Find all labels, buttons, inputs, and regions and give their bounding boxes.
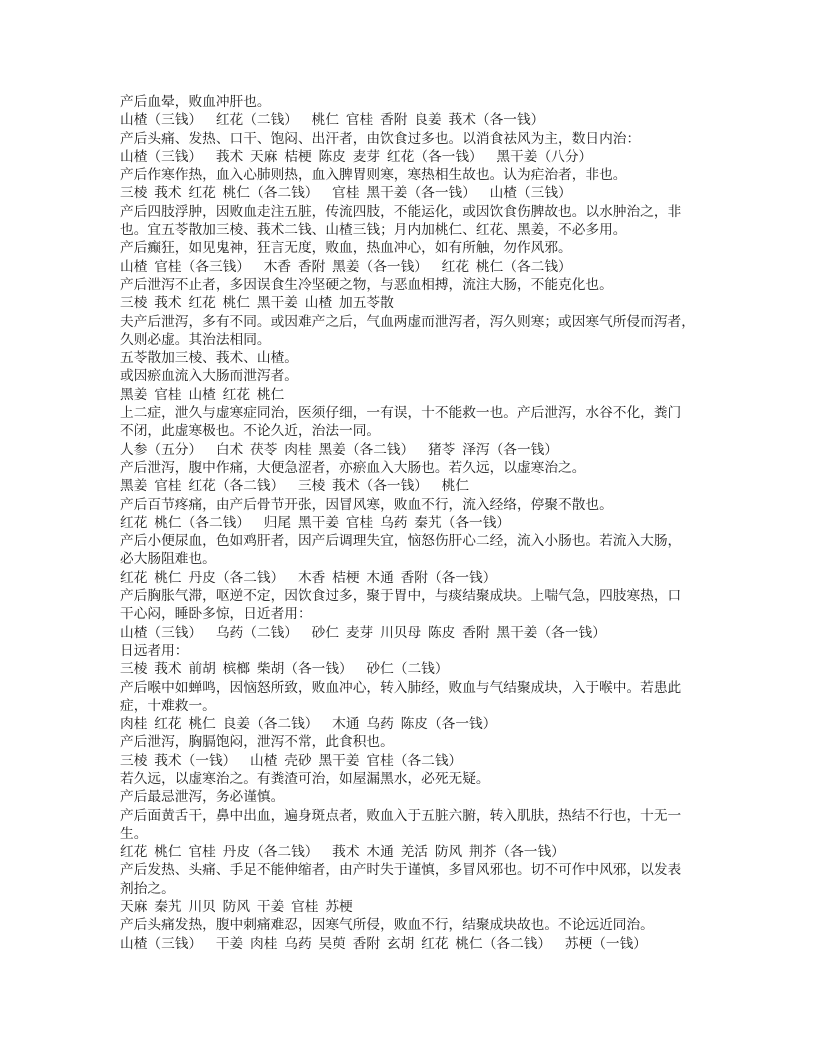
text-line: 产后四肢浮肿，因败血走注五脏，传流四肢，不能运化，或因饮食伤脾故也。以水肿治之，非	[120, 203, 682, 219]
text-line: 必大肠阻难也。	[120, 551, 216, 567]
text-line: 产后面黄舌干，鼻中出血，遍身斑点者，败血入于五脏六腑，转入肌肤，热结不行也，十无一	[120, 807, 682, 823]
text-line: 产后癫狂，如见鬼神，狂言无度，败血，热血冲心，如有所触，勿作风邪。	[120, 240, 572, 256]
text-line: 山楂 官桂（各三钱） 木香 香附 黑姜（各一钱） 红花 桃仁（各二钱）	[120, 258, 572, 274]
text-line: 三棱 莪术 前胡 槟榔 柴胡（各一钱） 砂仁（二钱）	[120, 661, 449, 677]
text-line: 剂抬之。	[120, 880, 175, 896]
text-line: 产后泄泻，胸膈饱闷，泄泻不常，此食积也。	[120, 734, 394, 750]
text-line: 天麻 秦艽 川贝 防风 干姜 官桂 苏梗	[120, 899, 353, 915]
text-line: 生。	[120, 825, 148, 841]
text-line: 山楂（三钱） 乌药（二钱） 砂仁 麦芽 川贝母 陈皮 香附 黑干姜（各一钱）	[120, 624, 606, 640]
text-line: 山楂（三钱） 红花（二钱） 桃仁 官桂 香附 良姜 莪术（各一钱）	[120, 112, 545, 128]
text-line: 产后头痛、发热、口干、饱闷、出汗者，由饮食过多也。以消食祛风为主，数日内治：	[120, 130, 641, 146]
text-line: 黑姜 官桂 红花（各二钱） 三棱 莪术（各一钱） 桃仁	[120, 478, 470, 494]
text-line: 三棱 莪术 红花 桃仁 黑干姜 山楂 加五苓散	[120, 295, 394, 311]
text-line: 产后作寒作热，血入心肺则热，血入脾胃则寒，寒热相生故也。认为疟治者，非也。	[120, 167, 627, 183]
text-line: 或因瘀血流入大肠而泄泻者。	[120, 368, 298, 384]
text-line: 干心闷，睡卧多惊，日近者用：	[120, 606, 312, 622]
text-line: 三棱 莪术（一钱） 山楂 壳砂 黑干姜 官桂（各二钱）	[120, 752, 463, 768]
text-line: 红花 桃仁 官桂 丹皮（各二钱） 莪术 木通 羌活 防风 荆芥（各一钱）	[120, 844, 565, 860]
text-line: 若久远，以虚寒治之。有粪渣可治，如屋漏黑水，必死无疑。	[120, 770, 490, 786]
text-line: 肉桂 红花 桃仁 良姜（各二钱） 木通 乌药 陈皮（各一钱）	[120, 716, 497, 732]
text-line: 人参（五分） 白术 茯苓 肉桂 黑姜（各二钱） 猪苓 泽泻（各一钱）	[120, 441, 559, 457]
text-line: 夫产后泄泻，多有不同。或因难产之后，气血两虚而泄泻者，泻久则寒；或因寒气所侵而泻者，	[120, 313, 695, 329]
text-line: 产后喉中如蝉鸣，因恼怒所致，败血冲心，转入肺经，败血与气结聚成块，入于喉中。若患此	[120, 679, 682, 695]
text-line: 产后血晕，败血冲肝也。	[120, 94, 271, 109]
text-line: 产后胸胀气滞，呕逆不定，因饮食过多，聚于胃中，与痰结聚成块。上喘气急，四肢寒热，口	[120, 588, 682, 604]
text-line: 上二症，泄久与虚寒症同治，医须仔细，一有误，十不能救一也。产后泄泻，水谷不化，粪门	[120, 405, 682, 421]
text-line: 产后泄泻，腹中作痛，大便急涩者，亦瘀血入大肠也。若久远，以虚寒治之。	[120, 459, 586, 475]
text-line: 黑姜 官桂 山楂 红花 桃仁	[120, 386, 285, 402]
text-line: 山楂（三钱） 莪术 天麻 桔梗 陈皮 麦芽 红花（各一钱） 黑干姜（八分）	[120, 148, 593, 164]
text-line: 红花 桃仁（各二钱） 归尾 黑干姜 官桂 乌药 秦艽（各一钱）	[120, 514, 511, 530]
text-line: 日远者用：	[120, 642, 189, 658]
text-line: 产后头痛发热，腹中刺痛难忍，因寒气所侵，败血不行，结聚成块故也。不论远近同治。	[120, 917, 654, 933]
text-line: 久则必虚。其治法相同。	[120, 331, 271, 347]
text-line: 产后发热、头痛、手足不能伸缩者，由产时失于谨慎，多冒风邪也。切不可作中风邪，以发表	[120, 862, 682, 878]
text-line: 三棱 莪术 红花 桃仁（各二钱） 官桂 黑干姜（各一钱） 山楂（三钱）	[120, 185, 572, 201]
text-line: 山楂（三钱） 干姜 肉桂 乌药 吴萸 香附 玄胡 红花 桃仁（各二钱） 苏梗（一钱）	[120, 935, 647, 951]
text-line: 产后小便尿血，色如鸡肝者，因产后调理失宜，恼怒伤肝心二经，流入小肠也。若流入大肠，	[120, 533, 682, 549]
text-line: 五苓散加三棱、莪术、山楂。	[120, 350, 298, 366]
text-line: 产后最忌泄泻，务必谨慎。	[120, 789, 285, 805]
text-line: 也。宜五苓散加三棱、莪术二钱、山楂三钱；月内加桃仁、红花、黑姜，不必多用。	[120, 222, 627, 238]
text-line: 症，十难救一。	[120, 697, 216, 713]
text-line: 红花 桃仁 丹皮（各二钱） 木香 桔梗 木通 香附（各一钱）	[120, 569, 497, 585]
text-line: 产后百节疼痛，由产后骨节开张，因冒风寒，败血不行，流入经络，停聚不散也。	[120, 496, 613, 512]
text-line: 不闭，此虚寒极也。不论久近，治法一同。	[120, 423, 381, 439]
text-line: 产后泄泻不止者，多因误食生冷坚硬之物，与恶血相搏，流注大肠，不能克化也。	[120, 276, 613, 292]
text-block	[120, 93, 760, 953]
